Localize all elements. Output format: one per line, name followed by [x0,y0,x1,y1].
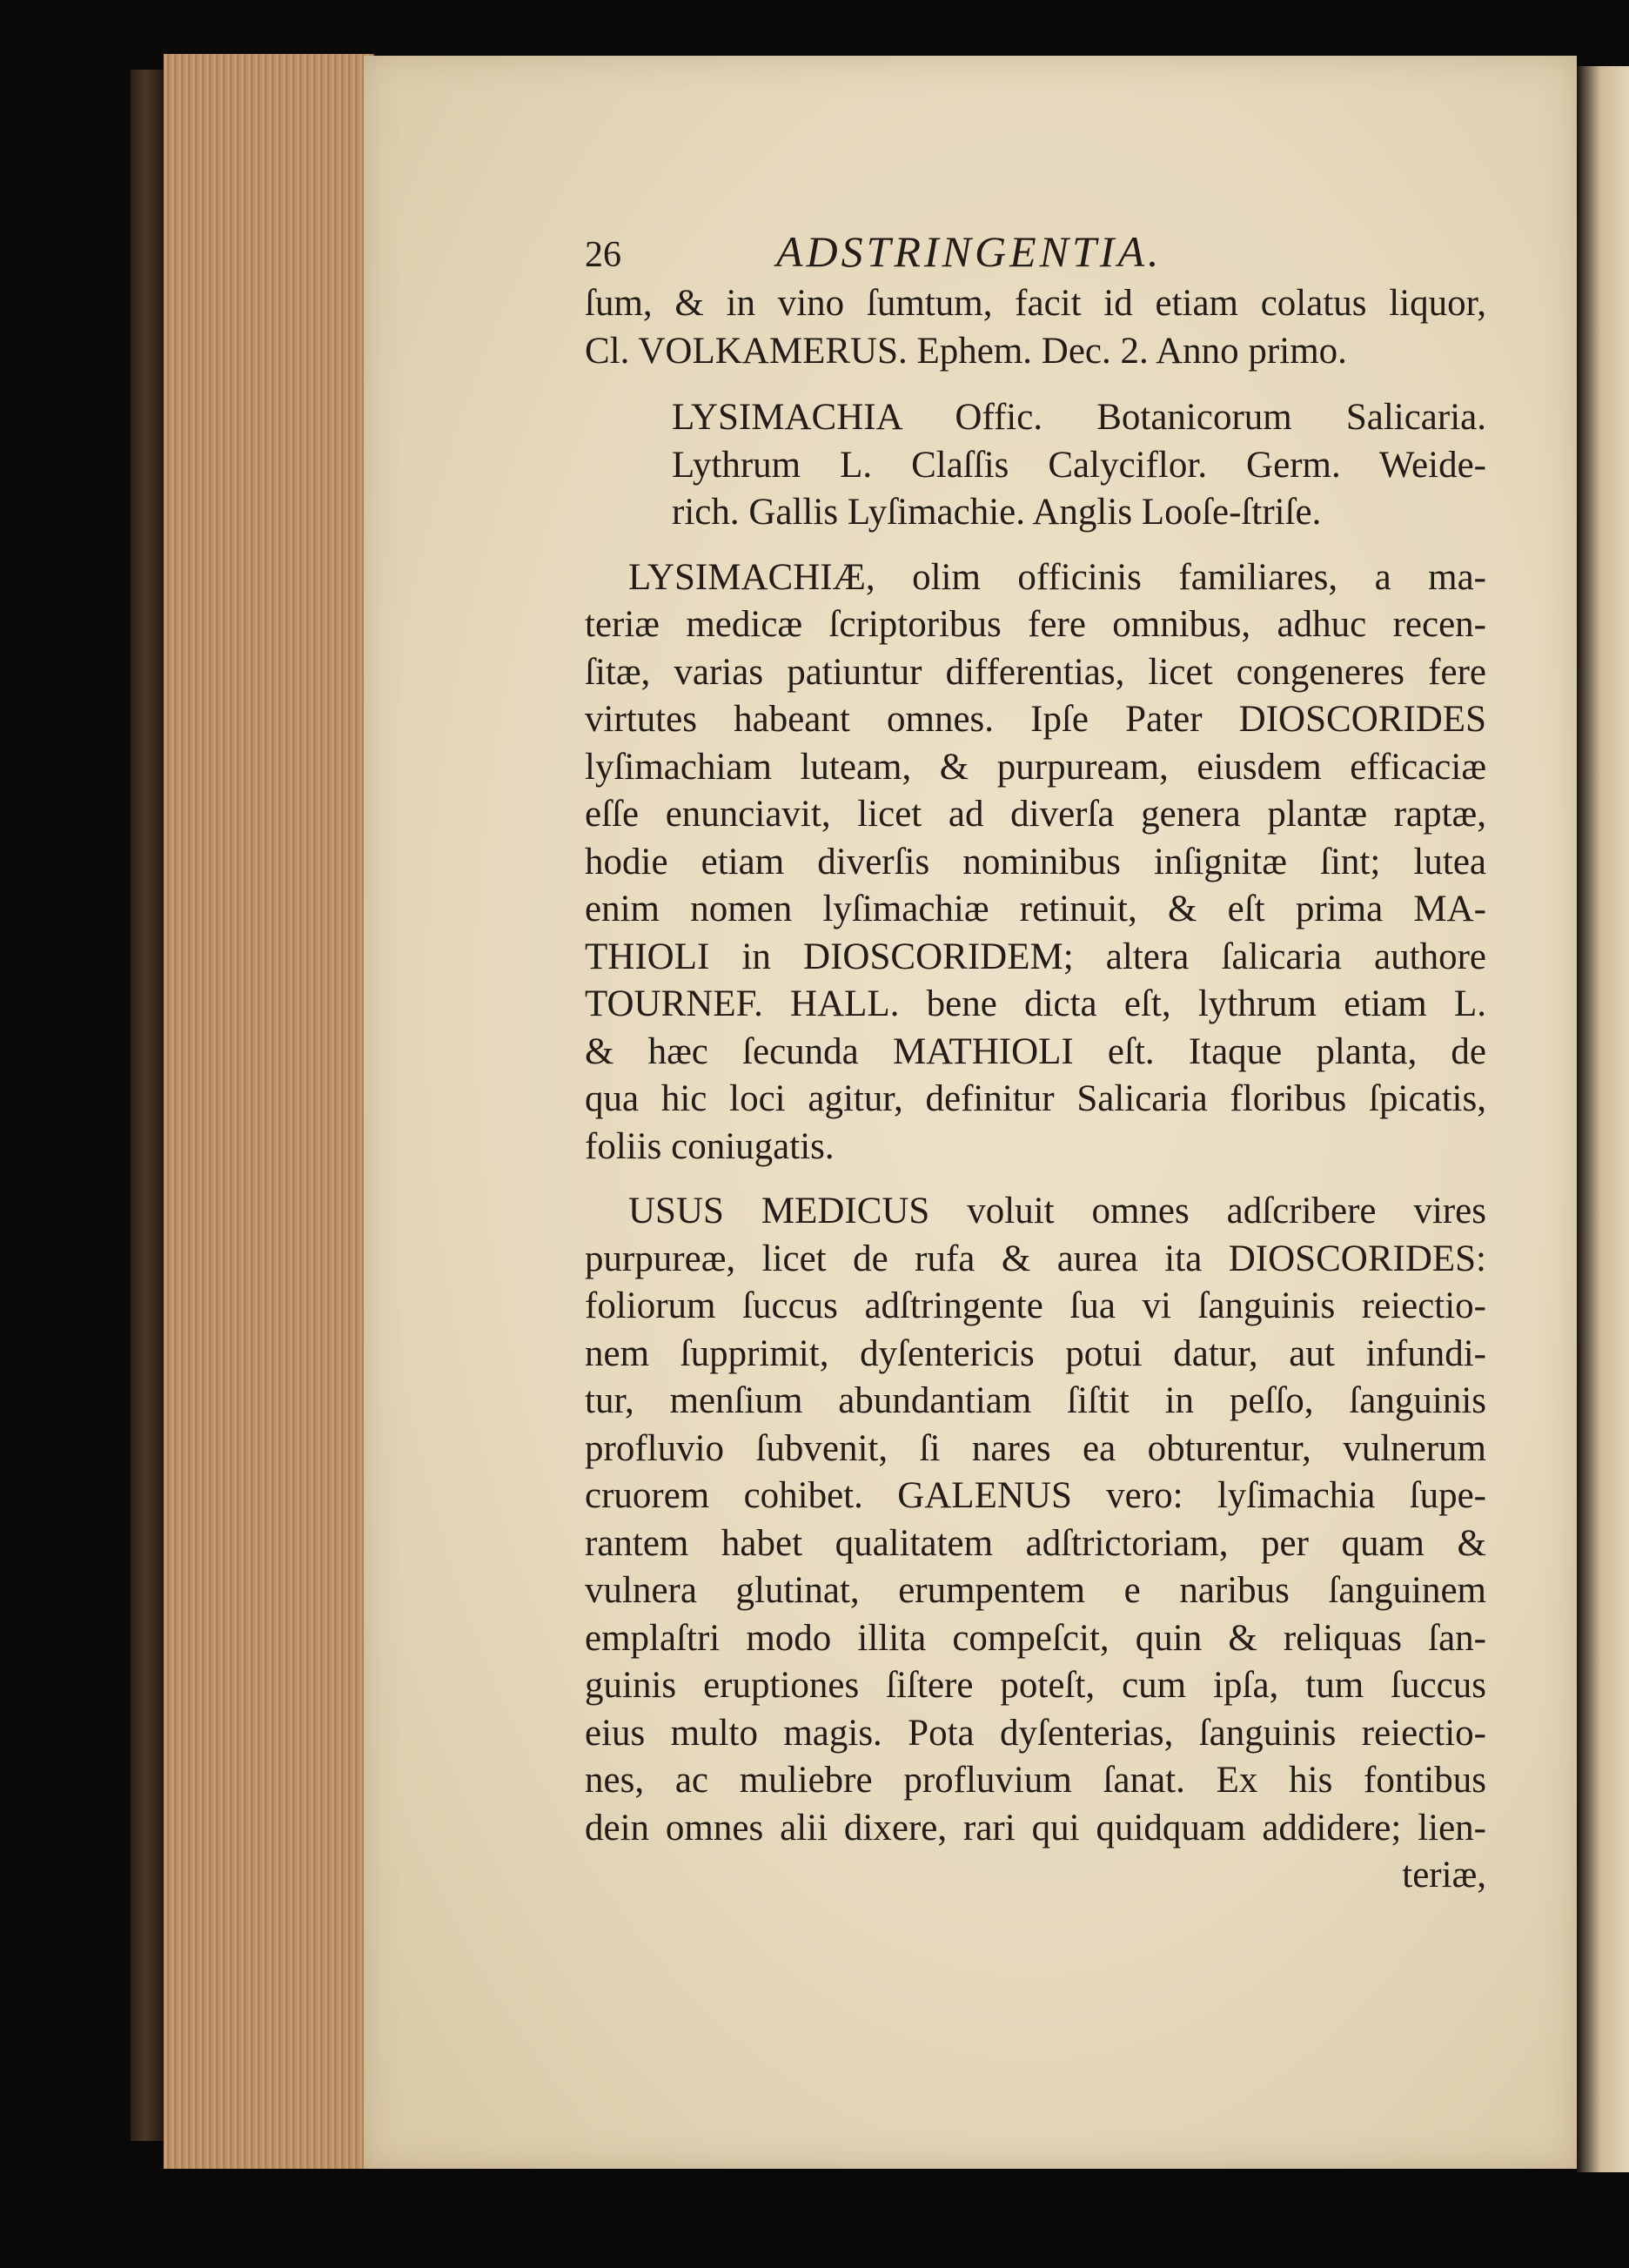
text-line: Cl. VOLKAMERUS. Ephem. Dec. 2. Anno primo. [585,330,1347,372]
text-line: purpureæ, licet de rufa & aurea ita DIOSCORIDES: [585,1238,1486,1279]
text-line: lyſimachiam luteam, & purpuream, eiusdem efficaciæ [585,746,1486,788]
running-head [585,214,1486,275]
text-line: virtutes habeant omnes. Ipſe Pater DIOSCORIDES [585,699,1486,740]
text-line: USUS MEDICUS voluit omnes adſcribere vires [628,1191,1486,1231]
text-line: LYSIMACHIA Offic. Botanicorum Salicaria. [672,397,1486,438]
header-title: ADSTRINGENTIA. [776,227,1163,276]
page-edges [164,54,374,2169]
text-line: ſitæ, varias patiuntur differentias, licet congeneres fere [585,651,1486,693]
entry-heading [585,394,1486,537]
text-line: nes, ac muliebre profluvium ſanat. Ex his fontibus [585,1760,1486,1801]
paragraph-lysimachiae [585,554,1486,1171]
text-line: TOURNEF. HALL. bene dicta eſt, lythrum etiam L. [585,983,1486,1024]
text-line: vulnera glutinat, erumpentem e naribus ſanguinem [585,1570,1486,1611]
text-block [585,214,1486,1917]
text-line: qua hic loci agitur, definitur Salicaria floribus ſpicatis, [585,1078,1486,1119]
text-line: ſum, & in vino ſumtum, facit id etiam colatus liquor, [585,283,1486,324]
text-line: foliorum ſuccus adſtringente ſua vi ſanguinis reiectio- [585,1285,1486,1326]
text-line: dein omnes alii dixere, rari qui quidquam addidere; lien- [585,1807,1486,1849]
text-line: emplaſtri modo illita compeſcit, quin & reliquas ſan- [585,1617,1486,1659]
text-line: eſſe enunciavit, licet ad diverſa genera plantæ raptæ, [585,794,1486,835]
text-line: Lythrum L. Claſſis Calyciflor. Germ. Weide- [672,444,1486,486]
text-line: rantem habet qualitatem adſtrictoriam, per quam & [585,1522,1486,1564]
text-line: eius multo magis. Pota dyſenterias, ſanguinis reiectio- [585,1712,1486,1754]
catchword: teriæ, [1402,1855,1486,1896]
text-line: tur, menſium abundantiam ſiſtit in peſſo, ſanguinis [585,1380,1486,1421]
page-number: 26 [585,235,621,275]
text-line: teriæ medicæ ſcriptoribus fere omnibus, adhuc recen- [585,604,1486,645]
text-line: rich. Gallis Lyſimachie. Anglis Looſe-ſtriſe. [672,492,1322,533]
text-line: cruorem cohibet. GALENUS vero: lyſimachia ſupe- [585,1475,1486,1516]
facing-page-edge [1577,66,1629,2172]
text-line: guinis eruptiones ſiſtere poteſt, cum ipſa, tum ſuccus [585,1665,1486,1706]
book-binding [131,70,167,2141]
paragraph-usus-medicus [585,1188,1486,1900]
text-line: enim nomen lyſimachiæ retinuit, & eſt prima MA- [585,889,1486,929]
intro-paragraph [585,280,1486,375]
text-line: LYSIMACHIÆ, olim officinis familiares, a ma- [628,556,1486,598]
text-line: hodie etiam diverſis nominibus inſignitæ ſint; lutea [585,841,1486,882]
text-line: nem ſupprimit, dyſentericis potui datur, aut infundi- [585,1332,1486,1374]
text-line: & hæc ſecunda MATHIOLI eſt. Itaque planta, de [585,1030,1486,1072]
text-line: foliis coniugatis. [585,1125,835,1167]
text-line: THIOLI in DIOSCORIDEM; altera ſalicaria authore [585,936,1486,977]
text-line: profluvio ſubvenit, ſi nares ea obturentur, vulnerum [585,1427,1486,1469]
